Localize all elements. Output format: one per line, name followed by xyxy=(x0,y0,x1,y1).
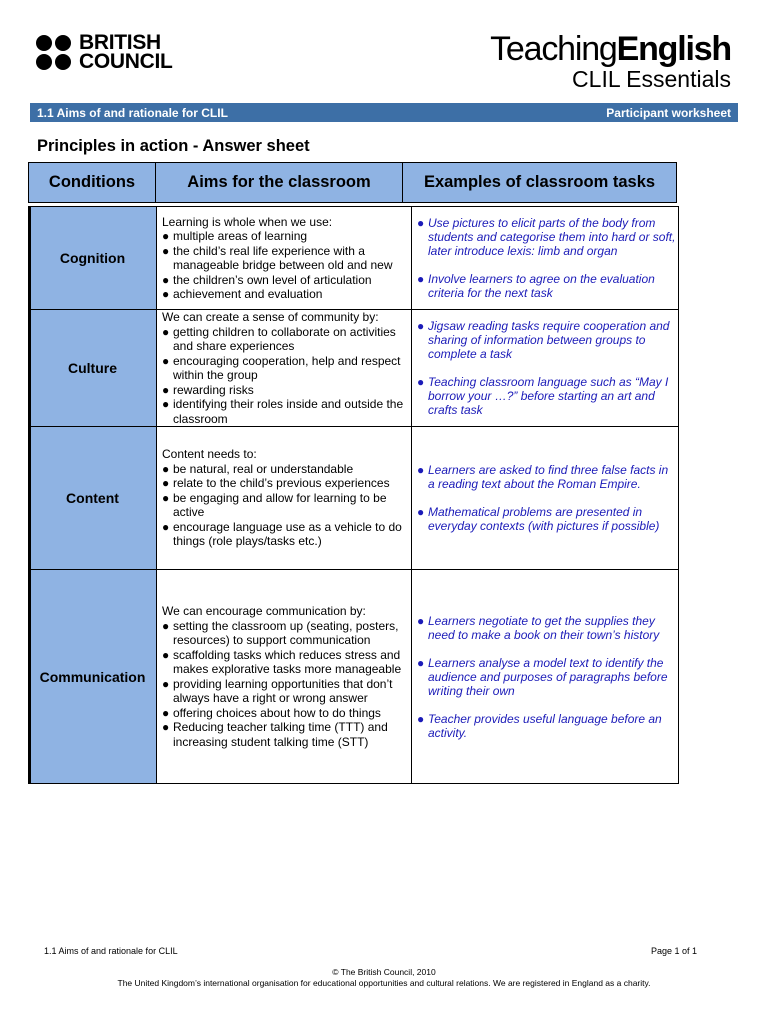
example-item xyxy=(417,712,678,740)
aims-cell xyxy=(157,310,412,427)
aim-item xyxy=(162,706,409,721)
example-item xyxy=(417,463,678,491)
aim-item xyxy=(162,229,409,244)
example-item xyxy=(417,272,678,300)
bullet-icon: ● xyxy=(417,272,425,286)
bullet-icon: ● xyxy=(417,319,425,333)
brand-subtitle: CLIL Essentials xyxy=(572,66,731,92)
condition-cell: Content xyxy=(29,427,157,570)
aims-cell xyxy=(157,570,412,784)
aim-text: encourage language use as a vehicle to do things (role plays/tasks etc.) xyxy=(173,519,402,549)
bullet-icon: ● xyxy=(162,647,170,662)
aim-text: the children’s own level of articulation xyxy=(173,272,372,287)
examples-cell xyxy=(412,427,679,570)
aims-cell xyxy=(157,207,412,310)
aim-text: relate to the child’s previous experiences xyxy=(173,476,390,491)
aim-text: multiple areas of learning xyxy=(173,229,308,243)
footer-legal xyxy=(0,967,768,989)
example-text: Learners analyse a model text to identify the audience and purposes of paragraphs before writing their own xyxy=(428,655,668,698)
aim-item xyxy=(162,244,409,273)
table-row xyxy=(29,570,679,784)
footer-section: 1.1 Aims of and rationale for CLIL xyxy=(44,946,178,956)
aim-item xyxy=(162,383,409,398)
footer-page-number: Page 1 of 1 xyxy=(650,946,697,956)
footer-charity: The United Kingdom’s international organisation for educational opportunities and cultural relations. We are registered in England as a charity. xyxy=(117,978,651,988)
table-row xyxy=(29,427,679,570)
brand-bold: English xyxy=(616,30,731,68)
aim-text: be engaging and allow for learning to be active xyxy=(173,490,387,520)
aim-item xyxy=(162,619,409,648)
logo-dots-icon xyxy=(36,35,71,70)
logo-line1: BRITISH xyxy=(79,31,161,54)
aim-text: scaffolding tasks which reduces stress and makes explorative tasks more manageable xyxy=(173,647,402,676)
aim-item xyxy=(162,354,409,383)
bullet-icon: ● xyxy=(162,720,170,734)
bullet-icon: ● xyxy=(417,505,425,519)
example-text: Use pictures to elicit parts of the body from students and categorise them into hard or soft, later introduce lexis: limb and organ xyxy=(428,216,676,258)
teaching-english-brand xyxy=(490,30,731,92)
aim-text: offering choices about how to do things xyxy=(173,705,381,720)
aim-item xyxy=(162,648,409,677)
example-item xyxy=(417,505,678,533)
section-bar xyxy=(30,103,738,122)
aim-item xyxy=(162,273,409,288)
aim-item xyxy=(162,462,409,477)
bullet-icon: ● xyxy=(417,463,425,477)
aims-cell xyxy=(157,427,412,570)
example-item xyxy=(417,216,678,258)
example-item xyxy=(417,319,678,361)
bullet-icon: ● xyxy=(162,272,170,287)
bullet-icon: ● xyxy=(417,613,425,628)
condition-cell: Cognition xyxy=(29,207,157,310)
bullet-icon: ● xyxy=(162,705,170,720)
example-text: Mathematical problems are presented in everyday contexts (with pictures if possible) xyxy=(428,505,660,533)
example-text: Involve learners to agree on the evaluation criteria for the next task xyxy=(428,272,655,300)
page-title: Principles in action - Answer sheet xyxy=(37,137,310,155)
aims-intro: Content needs to: xyxy=(162,447,257,462)
aim-item xyxy=(162,397,409,426)
bullet-icon: ● xyxy=(162,397,170,411)
bullet-icon: ● xyxy=(162,353,170,368)
section-label: 1.1 Aims of and rationale for CLIL xyxy=(37,105,228,120)
header-examples: Examples of classroom tasks xyxy=(402,162,677,203)
example-text: Jigsaw reading tasks require cooperation and sharing of information between groups to complete a task xyxy=(428,319,670,361)
bullet-icon: ● xyxy=(417,655,425,670)
examples-cell xyxy=(412,207,679,310)
bullet-icon: ● xyxy=(162,229,170,243)
condition-cell: Culture xyxy=(29,310,157,427)
footer-copyright: © The British Council, 2010 xyxy=(332,967,436,977)
aim-item xyxy=(162,325,409,354)
brand-title xyxy=(490,30,731,68)
example-item xyxy=(417,614,678,642)
table-row xyxy=(29,207,679,310)
bullet-icon: ● xyxy=(162,618,170,633)
aim-text: encouraging cooperation, help and respect within the group xyxy=(173,353,401,382)
aim-text: providing learning opportunities that don’t always have a right or wrong answer xyxy=(173,676,393,705)
bullet-icon: ● xyxy=(162,676,170,691)
aims-intro: We can encourage communication by: xyxy=(162,604,366,618)
bullet-icon: ● xyxy=(162,287,170,301)
bullet-icon: ● xyxy=(162,243,170,258)
bullet-icon: ● xyxy=(162,324,170,339)
aim-item xyxy=(162,720,409,749)
bullet-icon: ● xyxy=(162,519,170,534)
logo-wordmark xyxy=(79,33,173,71)
example-text: Learners are asked to find three false facts in a reading text about the Roman Empire. xyxy=(428,463,669,491)
examples-cell xyxy=(412,310,679,427)
aims-intro: Learning is whole when we use: xyxy=(162,214,333,229)
condition-cell: Communication xyxy=(29,570,157,784)
aim-text: Reducing teacher talking time (TTT) and increasing student talking time (STT) xyxy=(173,720,388,749)
aim-text: the child’s real life experience with a manageable bridge between old and new xyxy=(173,243,393,272)
header-aims: Aims for the classroom xyxy=(155,162,403,203)
table-header xyxy=(28,162,678,205)
aim-text: be natural, real or understandable xyxy=(173,461,354,476)
aim-text: setting the classroom up (seating, posters, resources) to support communication xyxy=(173,618,399,647)
bullet-icon: ● xyxy=(417,216,425,230)
bullet-icon: ● xyxy=(417,711,425,726)
example-item xyxy=(417,656,678,698)
examples-cell xyxy=(412,570,679,784)
principles-table xyxy=(28,206,679,784)
british-council-logo xyxy=(36,33,173,71)
bullet-icon: ● xyxy=(162,490,170,505)
bullet-icon: ● xyxy=(162,461,170,476)
aim-item xyxy=(162,677,409,706)
aim-text: achievement and evaluation xyxy=(173,287,323,301)
aim-text: rewarding risks xyxy=(173,382,254,397)
aim-item xyxy=(162,520,409,549)
aim-item xyxy=(162,476,409,491)
aim-item xyxy=(162,491,409,520)
example-item xyxy=(417,375,678,417)
aim-item xyxy=(162,287,409,302)
example-text: Teaching classroom language such as “May I borrow your …?” before starting an art and crafts task xyxy=(428,375,669,417)
brand-light: Teaching xyxy=(490,30,617,68)
example-text: Teacher provides useful language before an activity. xyxy=(428,711,662,740)
table-row xyxy=(29,310,679,427)
aims-intro: We can create a sense of community by: xyxy=(162,310,379,324)
bullet-icon: ● xyxy=(417,375,425,389)
bullet-icon: ● xyxy=(162,476,170,491)
aim-text: identifying their roles inside and outside the classroom xyxy=(173,397,404,426)
aim-text: getting children to collaborate on activities and share experiences xyxy=(173,324,396,353)
logo-line2: COUNCIL xyxy=(79,50,173,73)
bullet-icon: ● xyxy=(162,382,170,397)
worksheet-label: Participant worksheet xyxy=(606,105,731,120)
header-conditions: Conditions xyxy=(28,162,156,203)
example-text: Learners negotiate to get the supplies they need to make a book on their town’s history xyxy=(428,613,660,642)
